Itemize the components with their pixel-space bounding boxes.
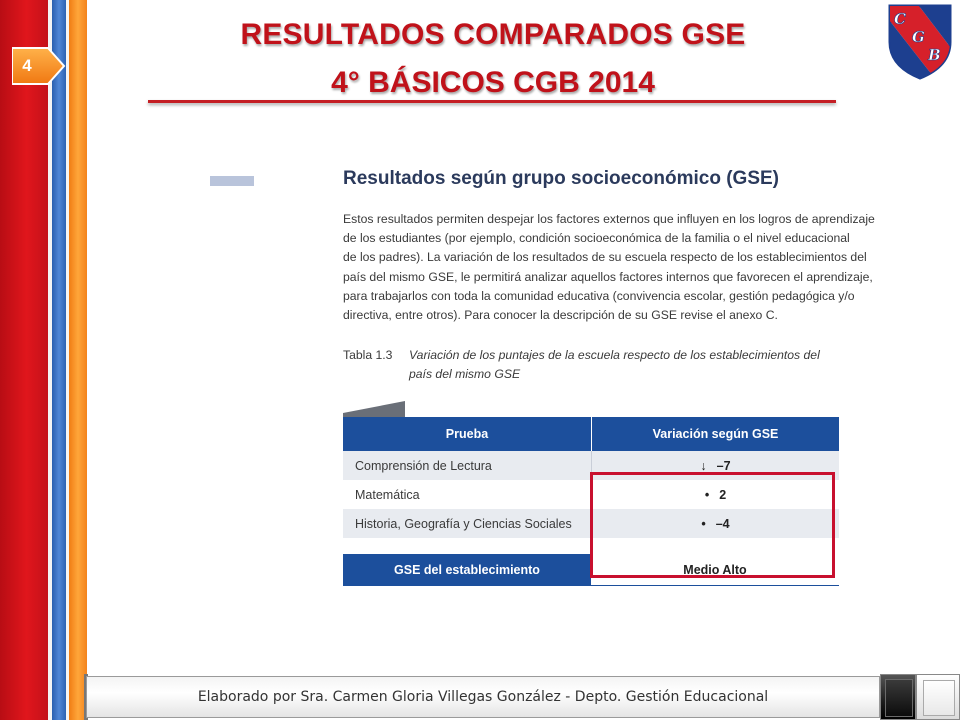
- variation-value: 2: [719, 487, 727, 502]
- dot-icon: •: [701, 516, 706, 531]
- paragraph-line: de los estudiantes (por ejemplo, condición socioeconómica de la familia o el nivel educacional: [343, 231, 850, 246]
- prueba-cell: Matemática: [355, 487, 420, 502]
- down-arrow-icon: ↓: [700, 458, 707, 473]
- slide-number-badge: [12, 46, 66, 86]
- table-number: Tabla 1.3: [343, 348, 393, 362]
- paragraph-line: de los padres). La variación de los resultados de su escuela respecto de los establecimientos del: [343, 250, 867, 265]
- variation-value: –4: [715, 516, 730, 531]
- gse-value: Medio Alto: [591, 554, 839, 585]
- title-underline: [148, 100, 836, 103]
- crest-letter: B: [928, 46, 941, 64]
- footer-credit: Elaborado por Sra. Carmen Gloria Villegas González - Depto. Gestión Educacional: [197, 689, 769, 705]
- table-header-cell: Variación según GSE: [591, 417, 839, 451]
- section-marker: [210, 176, 254, 186]
- table-tab-shape: [343, 401, 407, 417]
- table-caption-text: Variación de los puntajes de la escuela respecto de los establecimientos del país del mismo GSE: [409, 348, 820, 381]
- table-header-cell: Prueba: [445, 427, 489, 441]
- variation-value: –7: [716, 458, 731, 473]
- footer-light-button[interactable]: [916, 674, 960, 720]
- footer-dark-button[interactable]: [880, 674, 916, 720]
- table-bottom-rule: [343, 585, 839, 586]
- crest-letter: G: [912, 28, 925, 46]
- paragraph-line: Estos resultados permiten despejar los factores externos que influyen en los logros de aprendizaje: [343, 212, 875, 226]
- left-stripe-red: [0, 0, 48, 720]
- paragraph-line: directiva, entre otros). Para conocer la descripción de su GSE revise el anexo C.: [343, 308, 778, 323]
- document-paragraph: [343, 210, 875, 325]
- table-header-row: [343, 417, 839, 451]
- paragraph-line: para trabajarlos con toda la comunidad educativa (convivencia escolar, gestión pedagógica y/o: [343, 288, 855, 303]
- highlight-box: [590, 472, 835, 578]
- crest-letter: C: [894, 10, 906, 28]
- left-stripe-blue: [52, 0, 66, 720]
- footer-bar: [86, 674, 960, 720]
- document-heading: Resultados según grupo socioeconómico (GSE): [343, 168, 779, 189]
- gse-label: GSE del establecimiento: [343, 554, 591, 585]
- school-crest-logo: [886, 2, 954, 80]
- prueba-cell: Comprensión de Lectura: [355, 458, 492, 473]
- left-stripe-orange: [69, 0, 87, 720]
- slide-title: RESULTADOS COMPARADOS GSE: [240, 18, 746, 51]
- dot-icon: •: [704, 487, 710, 502]
- paragraph-line: país del mismo GSE, le permitirá analizar aquellos factores internos que favorecen el aprendizaje,: [343, 269, 873, 284]
- prueba-cell: Historia, Geografía y Ciencias Sociales: [355, 516, 572, 531]
- slide-subtitle: 4° BÁSICOS CGB 2014: [331, 66, 655, 99]
- slide-number: 4: [22, 56, 32, 75]
